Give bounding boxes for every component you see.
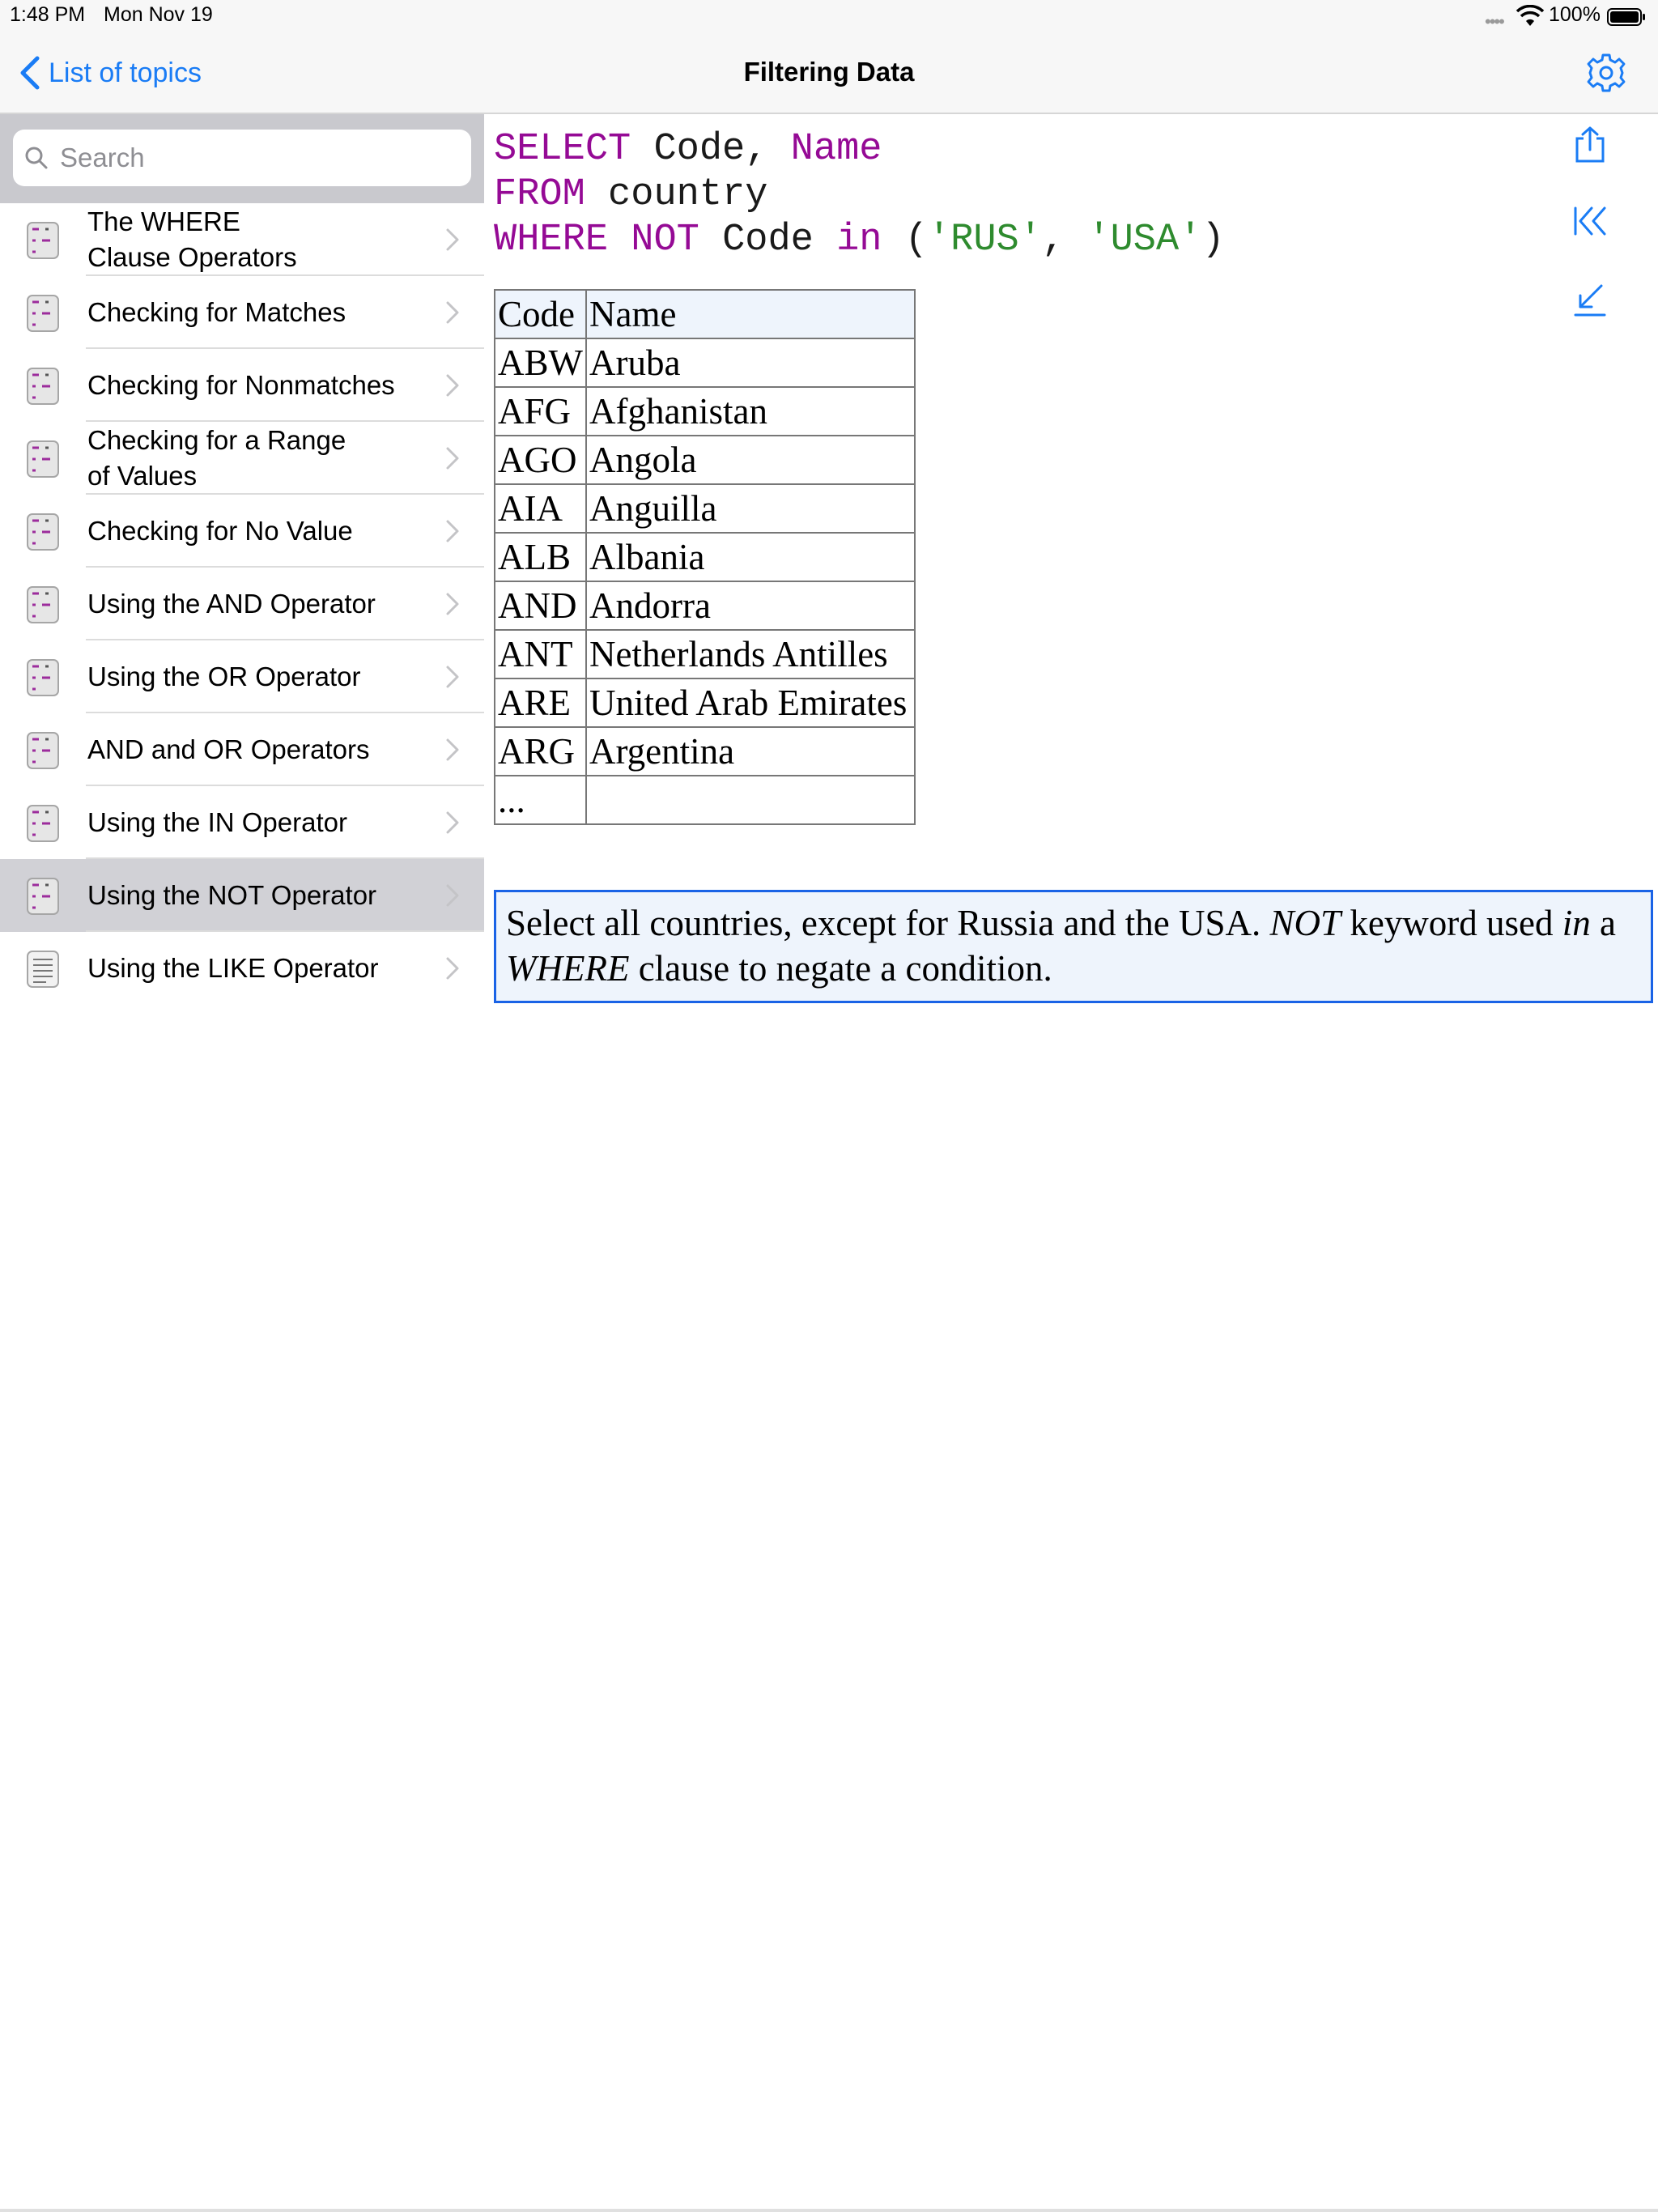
- cell-code: ...: [495, 776, 586, 824]
- description-text: keyword used: [1341, 903, 1562, 943]
- cell-code: ARE: [495, 678, 586, 727]
- sql-text: Code: [699, 219, 837, 262]
- cell-name: Aruba: [586, 338, 915, 387]
- table-row: [495, 387, 915, 436]
- chevron-right-icon: [445, 738, 460, 762]
- status-bar: [0, 0, 1658, 32]
- code-icon: [26, 440, 60, 479]
- cell-name: Netherlands Antilles: [586, 630, 915, 678]
- table-row: [495, 776, 915, 824]
- cell-code: ABW: [495, 338, 586, 387]
- cell-name: United Arab Emirates: [586, 678, 915, 727]
- search-icon: [24, 146, 49, 170]
- chevron-right-icon: [445, 956, 460, 981]
- table-row: [495, 727, 915, 776]
- battery-icon: [1607, 8, 1646, 26]
- content-pane: [486, 114, 1658, 2211]
- sidebar-item-topic[interactable]: [0, 276, 484, 349]
- table-header-row: [495, 290, 915, 338]
- skip-to-start-icon[interactable]: [1571, 202, 1609, 240]
- code-icon: [26, 367, 60, 406]
- sidebar-item-label: Checking for a Range of Values: [87, 425, 346, 491]
- sql-string: 'RUS': [927, 219, 1042, 262]
- table-row: [495, 533, 915, 581]
- description-emphasis: in: [1562, 903, 1591, 943]
- results-table: [494, 289, 916, 825]
- sql-text: ): [1201, 219, 1225, 262]
- sidebar-item-topic[interactable]: [0, 859, 484, 932]
- sidebar-item-label: The WHERE Clause Operators: [87, 206, 297, 272]
- cell-code: AIA: [495, 484, 586, 533]
- sidebar-item-topic[interactable]: [0, 203, 484, 276]
- share-icon[interactable]: [1571, 125, 1609, 164]
- description-text: Select all countries, except for Russia and the USA.: [506, 903, 1270, 943]
- cell-name: Afghanistan: [586, 387, 915, 436]
- description-emphasis: WHERE: [506, 948, 630, 989]
- cell-name: Argentina: [586, 727, 915, 776]
- document-icon: [26, 950, 60, 989]
- cell-code: AGO: [495, 436, 586, 484]
- sql-keyword: NOT: [608, 219, 699, 262]
- code-icon: [26, 585, 60, 624]
- cell-name: Anguilla: [586, 484, 915, 533]
- sidebar-item-topic[interactable]: [0, 786, 484, 859]
- arrow-down-left-icon[interactable]: [1571, 279, 1609, 318]
- wifi-icon: [1516, 5, 1545, 28]
- sidebar-item-label: Checking for Matches: [87, 297, 346, 327]
- sidebar-item-topic[interactable]: [0, 422, 484, 495]
- cell-code: ANT: [495, 630, 586, 678]
- table-row: [495, 338, 915, 387]
- sql-keyword: WHERE: [494, 219, 609, 262]
- sidebar-item-topic[interactable]: [0, 713, 484, 786]
- search-input[interactable]: [58, 142, 450, 174]
- chevron-right-icon: [445, 446, 460, 470]
- status-date: Mon Nov 19: [104, 3, 213, 26]
- sql-keyword: Name: [790, 128, 882, 171]
- sidebar-item-label: Checking for No Value: [87, 516, 353, 546]
- chevron-right-icon: [445, 883, 460, 908]
- description-text: clause to negate a condition.: [629, 948, 1052, 989]
- sidebar-item-label: Checking for Nonmatches: [87, 370, 395, 400]
- cell-name: Andorra: [586, 581, 915, 630]
- chevron-right-icon: [445, 300, 460, 325]
- code-icon: [26, 221, 60, 260]
- cell-code: ARG: [495, 727, 586, 776]
- sql-text: (: [882, 219, 928, 262]
- sidebar-item-label: Using the NOT Operator: [87, 880, 377, 910]
- sidebar-item-topic[interactable]: [0, 495, 484, 568]
- chevron-right-icon: [445, 373, 460, 398]
- cellular-signal-icon: ••••: [1485, 11, 1503, 32]
- cell-name: Angola: [586, 436, 915, 484]
- sql-text: ,: [1041, 219, 1088, 262]
- sql-keyword: FROM: [494, 173, 585, 216]
- sql-code-block: [494, 127, 1225, 263]
- table-row: [495, 630, 915, 678]
- navigation-bar: [0, 32, 1658, 114]
- home-indicator-line: [0, 2209, 1658, 2212]
- table-row: [495, 581, 915, 630]
- description-emphasis: NOT: [1269, 903, 1341, 943]
- sidebar-item-topic[interactable]: [0, 932, 484, 1005]
- chevron-right-icon: [445, 810, 460, 835]
- topic-list: [0, 203, 484, 1005]
- sql-string: 'USA': [1087, 219, 1202, 262]
- description-box: [494, 890, 1653, 1003]
- cell-code: ALB: [495, 533, 586, 581]
- search-bar: [0, 114, 484, 203]
- code-icon: [26, 804, 60, 843]
- cell-name: [586, 776, 915, 824]
- sql-text: Code,: [631, 128, 791, 171]
- column-header-code: Code: [495, 290, 586, 338]
- code-icon: [26, 294, 60, 333]
- code-icon: [26, 877, 60, 916]
- back-button-label: List of topics: [49, 57, 202, 88]
- chevron-right-icon: [445, 519, 460, 543]
- column-header-name: Name: [586, 290, 915, 338]
- sql-text: country: [585, 173, 768, 216]
- search-field[interactable]: [13, 130, 471, 186]
- code-icon: [26, 731, 60, 770]
- cell-code: AFG: [495, 387, 586, 436]
- status-time: 1:48 PM: [10, 3, 86, 26]
- sql-keyword: in: [836, 219, 882, 262]
- sql-keyword: SELECT: [494, 128, 631, 171]
- sidebar-item-label: Using the OR Operator: [87, 661, 361, 691]
- description-text: a: [1590, 903, 1617, 943]
- battery-percent: 100%: [1549, 3, 1601, 26]
- sidebar-item-label: AND and OR Operators: [87, 734, 370, 764]
- chevron-right-icon: [445, 592, 460, 616]
- topic-sidebar: [0, 114, 484, 1005]
- sidebar-item-label: Using the AND Operator: [87, 589, 376, 619]
- code-icon: [26, 658, 60, 697]
- sidebar-item-topic[interactable]: [0, 568, 484, 640]
- table-row: [495, 678, 915, 727]
- sidebar-item-label: Using the IN Operator: [87, 807, 347, 837]
- sidebar-item-label: Using the LIKE Operator: [87, 953, 379, 983]
- code-icon: [26, 513, 60, 551]
- gear-icon[interactable]: [1585, 52, 1627, 94]
- chevron-right-icon: [445, 665, 460, 689]
- page-title: Filtering Data: [743, 57, 915, 87]
- chevron-right-icon: [445, 228, 460, 252]
- cell-name: Albania: [586, 533, 915, 581]
- table-row: [495, 484, 915, 533]
- sidebar-item-topic[interactable]: [0, 349, 484, 422]
- sidebar-item-topic[interactable]: [0, 640, 484, 713]
- cell-code: AND: [495, 581, 586, 630]
- table-row: [495, 436, 915, 484]
